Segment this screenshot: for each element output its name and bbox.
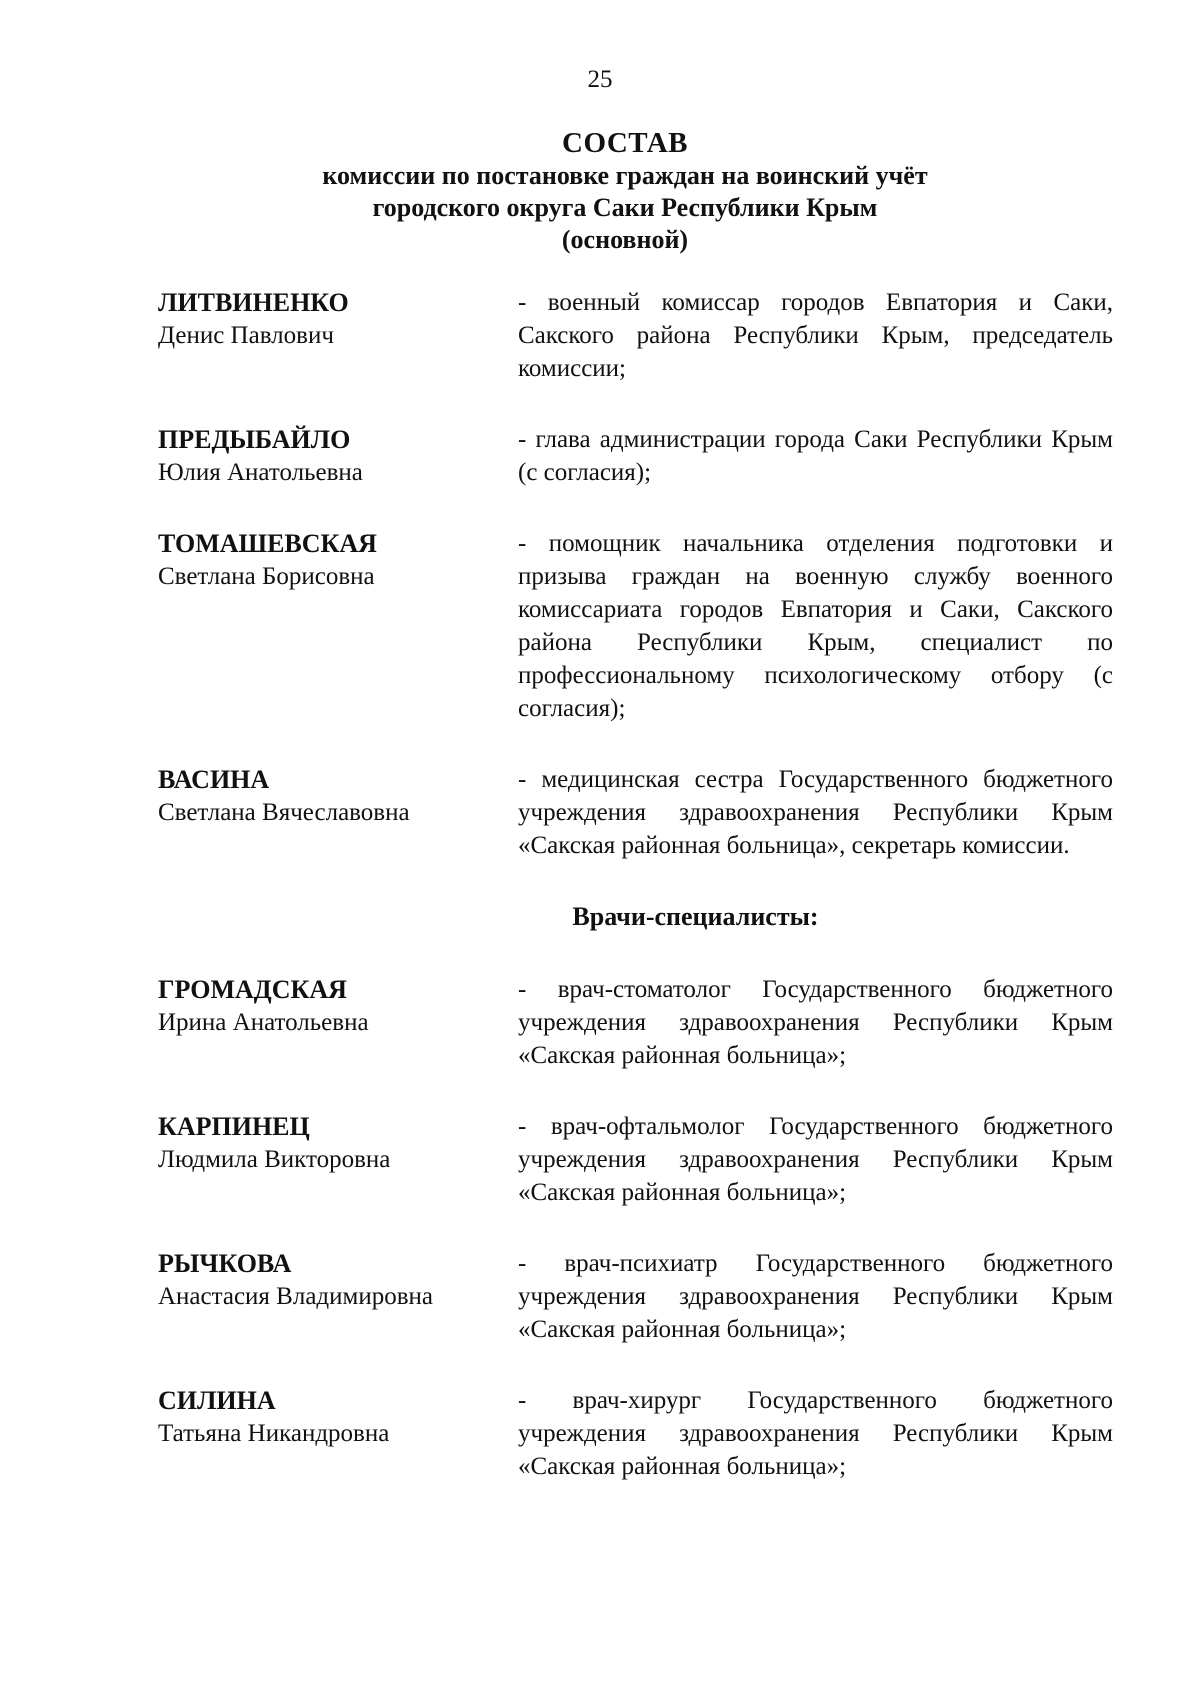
member-name (158, 1384, 518, 1483)
member-role: - врач-офтальмолог Государственного бюджетного учреждения здравоохранения Республики Крым «Сакская районная больница»; (518, 1113, 1113, 1206)
member-name (158, 973, 518, 1072)
member-surname: ВАСИНА (158, 765, 270, 794)
member-surname: СИЛИНА (158, 1386, 276, 1415)
title-line-2: городского округа Саки Республики Крым (372, 193, 878, 222)
member-role: - глава администрации города Саки Республики Крым (с согласия); (518, 426, 1113, 486)
member-surname: ЛИТВИНЕНКО (158, 288, 349, 317)
section-heading-doctors: Врачи-специалисты: (572, 902, 819, 931)
member-surname: КАРПИНЕЦ (158, 1112, 310, 1141)
member-name (158, 1247, 518, 1346)
member-given-name: Анастасия Владимировна (158, 1283, 433, 1310)
member-surname: ГРОМАДСКАЯ (158, 975, 347, 1004)
page-number: 25 (587, 66, 613, 93)
member-entry (158, 1384, 1113, 1483)
member-given-name: Татьяна Никандровна (158, 1420, 390, 1447)
member-entry (158, 763, 1113, 862)
member-role: - врач-психиатр Государственного бюджетного учреждения здравоохранения Республики Крым «Сакская районная больница»; (518, 1250, 1113, 1343)
member-name (158, 423, 518, 489)
member-entry (158, 1110, 1113, 1209)
member-entry (158, 286, 1113, 385)
member-surname: ПРЕДЫБАЙЛО (158, 425, 351, 454)
member-role: - военный комиссар городов Евпатория и Саки, Сакского района Республики Крым, председатель комиссии; (518, 289, 1113, 382)
member-given-name: Светлана Вячеславовна (158, 799, 410, 826)
member-role: - врач-стоматолог Государственного бюджетного учреждения здравоохранения Республики Крым «Сакская районная больница»; (518, 976, 1113, 1069)
document-title (140, 126, 1110, 256)
member-entry (158, 527, 1113, 725)
member-surname: РЫЧКОВА (158, 1249, 292, 1278)
member-given-name: Ирина Анатольевна (158, 1009, 369, 1036)
member-role: - медицинская сестра Государственного бюджетного учреждения здравоохранения Республики Крым «Сакская районная больница», секретарь комиссии. (518, 766, 1113, 859)
member-given-name: Светлана Борисовна (158, 563, 375, 590)
member-name (158, 1110, 518, 1209)
member-role: - помощник начальника отделения подготовки и призыва граждан на военную службу военного комиссариата городов Евпатория и Саки, Сакского района Республики Крым, специалист по профессиональному психологическому отбору (с согласия); (518, 530, 1113, 722)
member-given-name: Денис Павлович (158, 322, 334, 349)
member-entry (158, 973, 1113, 1072)
member-name (158, 763, 518, 862)
member-entry (158, 1247, 1113, 1346)
member-entry (158, 423, 1113, 489)
member-name (158, 527, 518, 725)
title-line-1: комиссии по постановке граждан на воинский учёт (322, 161, 928, 190)
member-role: - врач-хирург Государственного бюджетного учреждения здравоохранения Республики Крым «Сакская районная больница»; (518, 1387, 1113, 1480)
members-list (158, 286, 1113, 1521)
member-given-name: Людмила Викторовна (158, 1146, 391, 1173)
member-name (158, 286, 518, 385)
member-surname: ТОМАШЕВСКАЯ (158, 529, 377, 558)
title-line-3: (основной) (561, 225, 689, 254)
title-main: СОСТАВ (562, 127, 688, 159)
member-given-name: Юлия Анатольевна (158, 459, 363, 486)
